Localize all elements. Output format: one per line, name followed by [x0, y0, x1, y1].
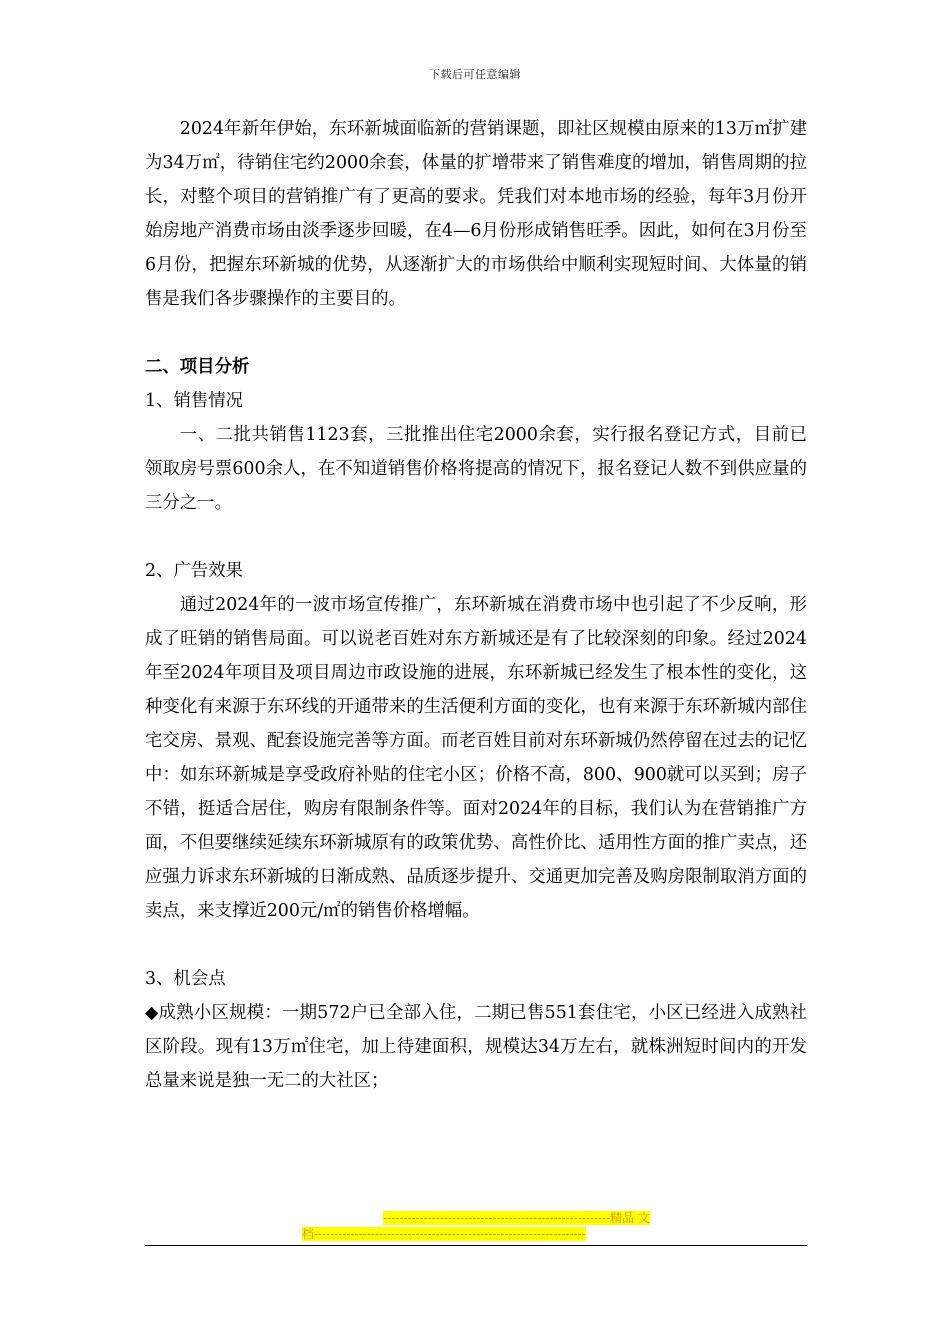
ads-paragraph: 通过2024年的一波市场宣传推广，东环新城在消费市场中也引起了不少反响，形成了旺销的销售局面。可以说老百姓对东方新城还是有了比较深刻的印象。经过2024年至2024年项目及项目周边市政设施的进展，东环新城已经发生了根本性的变化，这种变化有来源于东环线的开通带来的生活便利方面的变化，也有来源于东环新城内部住宅交房、景观、配套设施完善等方面。而老百姓目前对东环新城仍然停留在过去的记忆中：如东环新城是享受政府补贴的住宅小区；价格不高，800、900就可以买到；房子不错，挺适合居住，购房有限制条件等。面对2024年的目标，我们认为在营销推广方面，不但要继续延续东环新城原有的政策优势、高性价比、适用性方面的推广卖点，还应强力诉求东环新城的日渐成熟、品质逐步提升、交通更加完善及购房限制取消方面的卖点，来支撑近200元/㎡的销售价格增幅。 [145, 595, 807, 921]
section-heading: 二、项目分析 [145, 357, 250, 377]
spacer [145, 316, 807, 350]
document-body [145, 112, 807, 1098]
footer-mark-line1: --------------------------------------------------------精品 文 [383, 1211, 650, 1225]
spacer [145, 928, 807, 962]
footer-divider [145, 1245, 807, 1246]
subsection-title-sales: 1、销售情况 [145, 391, 244, 411]
opportunity-bullet: ◆成熟小区规模：一期572户已全部入住，二期已售551套住宅，小区已经进入成熟社区阶段。现有13万㎡住宅，加上待建面积，规模达34万左右，就株洲短时间内的开发总量来说是独一无二的大社区； [145, 1003, 807, 1091]
footer-mark-line2: 档------------------------------------------------------------------- [302, 1227, 586, 1241]
footer-watermark [302, 1210, 650, 1242]
intro-paragraph: 2024年新年伊始，东环新城面临新的营销课题，即社区规模由原来的13万㎡扩建为34万㎡，待销住宅约2000余套，体量的扩增带来了销售难度的增加，销售周期的拉长，对整个项目的营销推广有了更高的要求。凭我们对本地市场的经验，每年3月份开始房地产消费市场由淡季逐步回暖，在4—6月份形成销售旺季。因此，如何在3月份至6月份，把握东环新城的优势，从逐渐扩大的市场供给中顺利实现短时间、大体量的销售是我们各步骤操作的主要目的。 [145, 119, 807, 309]
page-header: 下载后可任意编辑 [429, 68, 521, 81]
subsection-title-ads: 2、广告效果 [145, 561, 244, 581]
spacer [145, 520, 807, 554]
sales-paragraph: 一、二批共销售1123套，三批推出住宅2000余套，实行报名登记方式，目前已领取房号票600余人，在不知道销售价格将提高的情况下，报名登记人数不到供应量的三分之一。 [145, 425, 807, 513]
subsection-title-opportunities: 3、机会点 [145, 969, 226, 989]
